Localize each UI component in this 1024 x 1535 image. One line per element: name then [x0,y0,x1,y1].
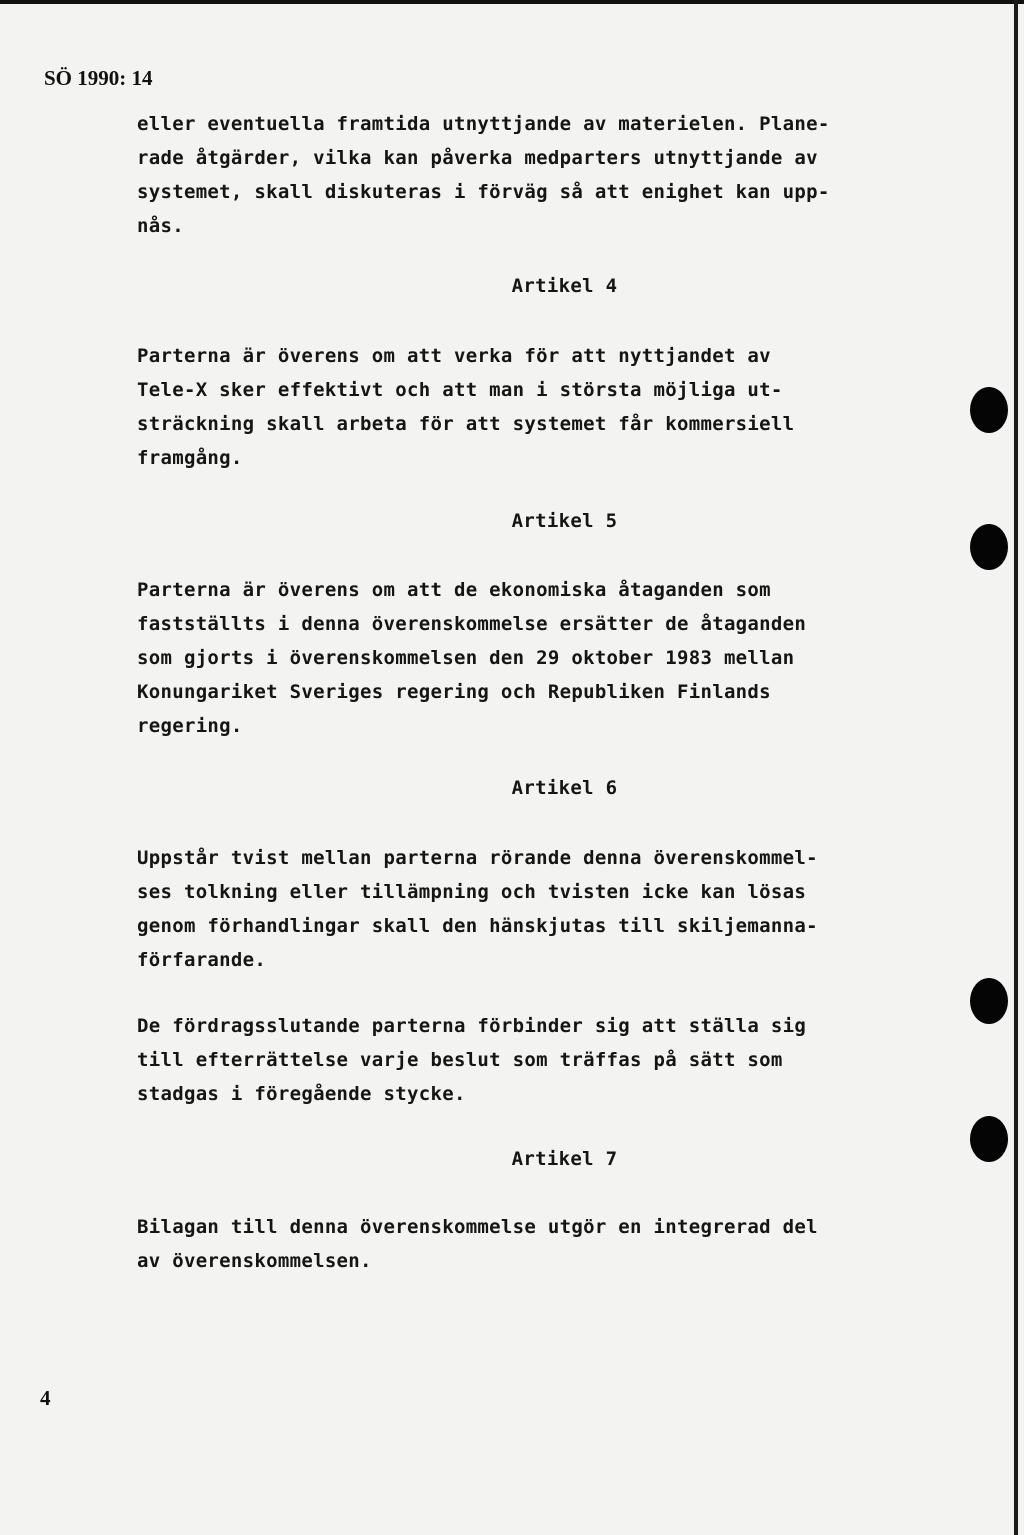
document-reference: SÖ 1990: 14 [44,66,153,90]
text-line: rade åtgärder, vilka kan påverka medparters utnyttjande av [137,147,818,169]
text-line: ses tolkning eller tillämpning och tvisten icke kan lösas [137,881,807,903]
artikel-6-paragraph-2 [137,1009,937,1111]
text-line: sträckning skall arbeta för att systemet får kommersiell [137,413,795,435]
text-line: nås. [137,215,184,237]
text-line: till efterrättelse varje beslut som träffas på sätt som [137,1049,783,1071]
text-line: stadgas i föregående stycke. [137,1083,466,1105]
punch-hole-icon [970,978,1008,1024]
punch-hole-icon [970,387,1008,433]
artikel-7-paragraph [137,1210,937,1278]
artikel-6-paragraph-1 [137,841,937,977]
text-line: Konungariket Sveriges regering och Republiken Finlands [137,681,771,703]
text-line: Parterna är överens om att de ekonomiska åtaganden som [137,579,771,601]
text-line: systemet, skall diskuteras i förväg så att enighet kan upp- [137,181,830,203]
text-line: genom förhandlingar skall den hänskjutas till skiljemanna- [137,915,818,937]
right-border-line [1014,0,1018,1535]
artikel-7-heading: Artikel 7 [511,1148,618,1170]
punch-hole-icon [970,1116,1008,1162]
intro-paragraph [137,107,937,243]
artikel-5-heading: Artikel 5 [511,510,618,532]
text-line: De fördragsslutande parterna förbinder sig att ställa sig [137,1015,807,1037]
artikel-6-heading: Artikel 6 [511,777,618,799]
text-line: framgång. [137,447,243,469]
top-border-line [0,0,1024,4]
artikel-4-paragraph [137,339,937,475]
text-line: eller eventuella framtida utnyttjande av materielen. Plane- [137,113,830,135]
artikel-4-heading: Artikel 4 [511,275,618,297]
text-line: som gjorts i överenskommelsen den 29 oktober 1983 mellan [137,647,795,669]
text-line: av överenskommelsen. [137,1250,372,1272]
text-line: fastställts i denna överenskommelse ersätter de åtaganden [137,613,807,635]
text-line: Uppstår tvist mellan parterna rörande denna överenskommel- [137,847,818,869]
text-line: regering. [137,715,243,737]
page-number: 4 [40,1386,51,1410]
text-line: Parterna är överens om att verka för att nyttjandet av [137,345,771,367]
text-line: förfarande. [137,949,267,971]
text-line: Bilagan till denna överenskommelse utgör en integrerad del [137,1216,818,1238]
artikel-5-paragraph [137,573,937,743]
punch-hole-icon [970,524,1008,570]
text-line: Tele-X sker effektivt och att man i största möjliga ut- [137,379,783,401]
